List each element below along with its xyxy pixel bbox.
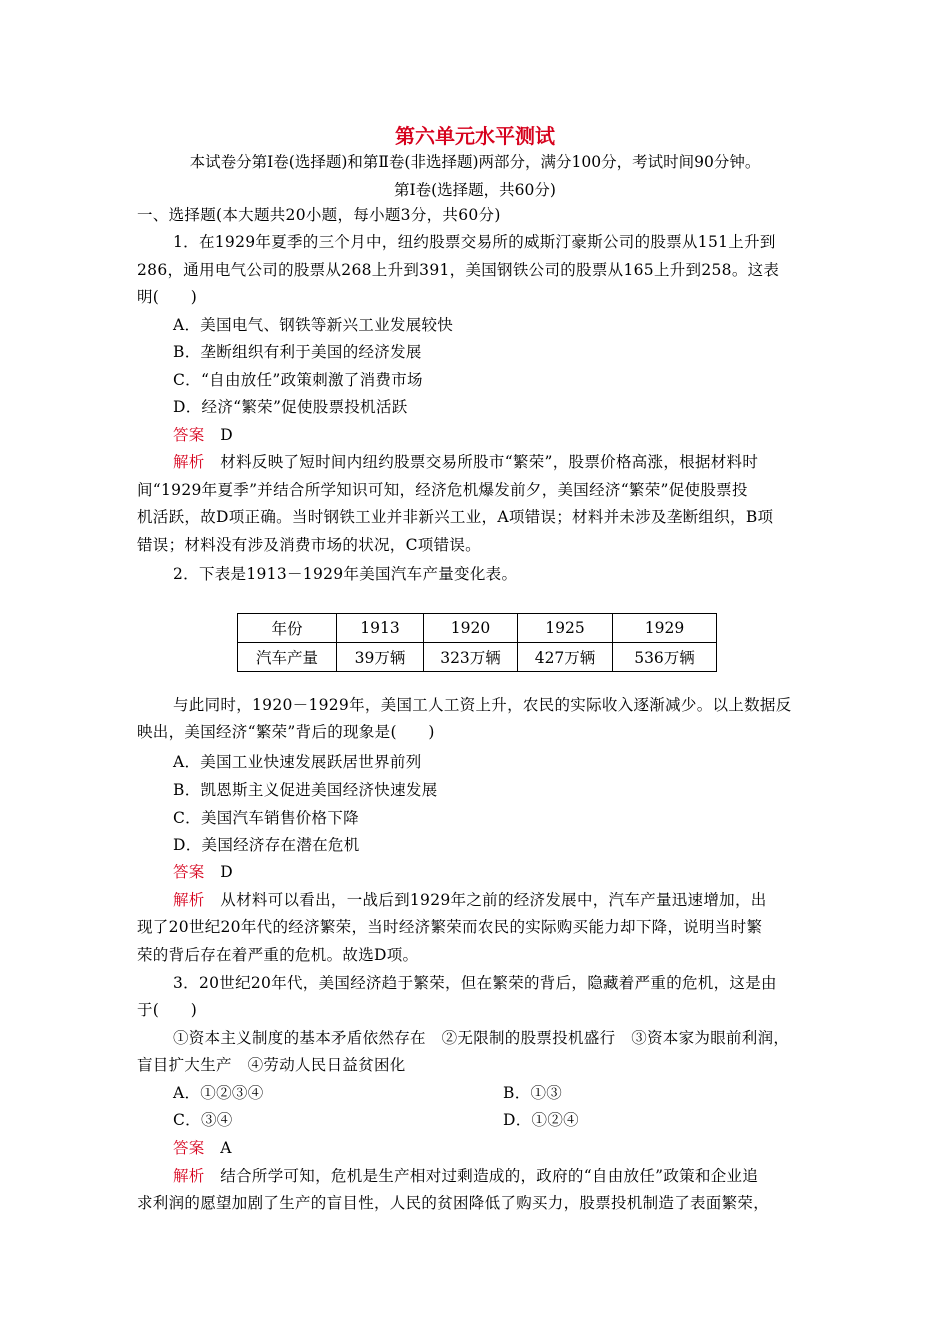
q2-option-d: D．美国经济存在潜在危机: [173, 836, 360, 854]
q1-stem-line-1: 1．在1929年夏季的三个月中，纽约股票交易所的威斯汀豪斯公司的股票从151上升到: [173, 233, 776, 251]
car-production-table: [237, 613, 717, 672]
q1-option-c: C．“自由放任”政策刺激了消费市场: [173, 371, 423, 389]
q3-option-a: A．①②③④: [173, 1084, 264, 1102]
section-title: 第Ⅰ卷(选择题，共60分): [394, 181, 556, 199]
q3-answer: [173, 1138, 232, 1158]
q1-analysis-line-1: [173, 452, 758, 472]
q2-option-b: B．凯恩斯主义促进美国经济快速发展: [173, 781, 438, 799]
q2-option-a: A．美国工业快速发展跃居世界前列: [173, 753, 422, 771]
table-cell: 1929: [613, 614, 717, 643]
exam-intro: 本试卷分第Ⅰ卷(选择题)和第Ⅱ卷(非选择题)两部分，满分100分，考试时间90分钟。: [189, 153, 761, 171]
q3-option-b: B．①③: [503, 1084, 563, 1102]
q3-stem-line-2: 于( ): [137, 1001, 198, 1019]
analysis-label: 解析: [173, 891, 205, 909]
table-cell: 1925: [518, 614, 613, 643]
answer-label: 答案: [173, 863, 205, 881]
page-title: 第六单元水平测试: [395, 124, 555, 148]
q2-analysis-text-1: 从材料可以看出，一战后到1929年之前的经济发展中，汽车产量迅速增加，出: [220, 891, 767, 909]
q2-analysis-line-1: [173, 890, 767, 910]
q3-answer-value: A: [220, 1139, 232, 1157]
table-cell: 1920: [424, 614, 518, 643]
q2-lead: 2．下表是1913－1929年美国汽车产量变化表。: [173, 565, 518, 583]
table-header-row: [238, 614, 717, 643]
q2-analysis-line-3: 荣的背后存在着严重的危机。故选D项。: [137, 946, 419, 964]
table-cell: 427万辆: [518, 643, 613, 672]
q2-answer-value: D: [220, 863, 234, 881]
q3-analysis-line-1: [173, 1166, 758, 1186]
q1-analysis-line-4: 错误；材料没有涉及消费市场的状况，C项错误。: [137, 536, 481, 554]
q3-option-d: D．①②④: [503, 1111, 579, 1129]
q1-option-d: D．经济“繁荣”促使股票投机活跃: [173, 398, 408, 416]
q3-analysis-line-2: 求利润的愿望加剧了生产的盲目性，人民的贫困降低了购买力，股票投机制造了表面繁荣，: [137, 1194, 770, 1212]
q3-analysis-text-1: 结合所学可知，危机是生产相对过剩造成的，政府的“自由放任”政策和企业追: [220, 1167, 759, 1185]
q1-analysis-line-2: 间“1929年夏季”并结合所学知识可知，经济危机爆发前夕，美国经济“繁荣”促使股票投: [137, 481, 748, 499]
table-cell: 汽车产量: [238, 643, 337, 672]
table-row: [238, 643, 717, 672]
q1-option-b: B．垄断组织有利于美国的经济发展: [173, 343, 422, 361]
q2-answer: [173, 862, 233, 882]
q3-stem-line-4: 盲目扩大生产 ④劳动人民日益贫困化: [137, 1056, 406, 1074]
analysis-label: 解析: [173, 453, 205, 471]
q2-analysis-line-2: 现了20世纪20年代的经济繁荣，当时经济繁荣而农民的实际购买能力却下降，说明当时繁: [137, 918, 763, 936]
q1-stem-line-3: 明( ): [137, 288, 198, 306]
q3-stem-line-1: 3．20世纪20年代，美国经济趋于繁荣，但在繁荣的背后，隐藏着严重的危机，这是由: [173, 974, 777, 992]
q2-option-c: C．美国汽车销售价格下降: [173, 809, 359, 827]
q1-stem-line-2: 286，通用电气公司的股票从268上升到391，美国钢铁公司的股票从165上升到258。这表: [137, 261, 780, 279]
q1-analysis-line-3: 机活跃，故D项正确。当时钢铁工业并非新兴工业，A项错误；材料并未涉及垄断组织，B项: [137, 508, 774, 526]
part-heading: 一、选择题(本大题共20小题，每小题3分，共60分): [137, 206, 501, 224]
q2-stem-line-2: 映出，美国经济“繁荣”背后的现象是( ): [137, 723, 435, 741]
q1-analysis-text-1: 材料反映了短时间内纽约股票交易所股市“繁荣”，股票价格高涨，根据材料时: [220, 453, 759, 471]
q2-stem-line-1: 与此同时，1920－1929年，美国工人工资上升，农民的实际收入逐渐减少。以上数据反: [173, 696, 792, 714]
q1-answer-value: D: [220, 426, 234, 444]
q3-stem-line-3: ①资本主义制度的基本矛盾依然存在 ②无限制的股票投机盛行 ③资本家为眼前利润，: [173, 1029, 790, 1047]
table-cell: 323万辆: [424, 643, 518, 672]
table-cell: 1913: [337, 614, 424, 643]
q1-answer: [173, 425, 233, 445]
q1-option-a: A．美国电气、钢铁等新兴工业发展较快: [173, 316, 454, 334]
answer-label: 答案: [173, 426, 205, 444]
table-cell: 年份: [238, 614, 337, 643]
table-cell: 536万辆: [613, 643, 717, 672]
answer-label: 答案: [173, 1139, 205, 1157]
table-cell: 39万辆: [337, 643, 424, 672]
q3-option-c: C．③④: [173, 1111, 233, 1129]
analysis-label: 解析: [173, 1167, 205, 1185]
